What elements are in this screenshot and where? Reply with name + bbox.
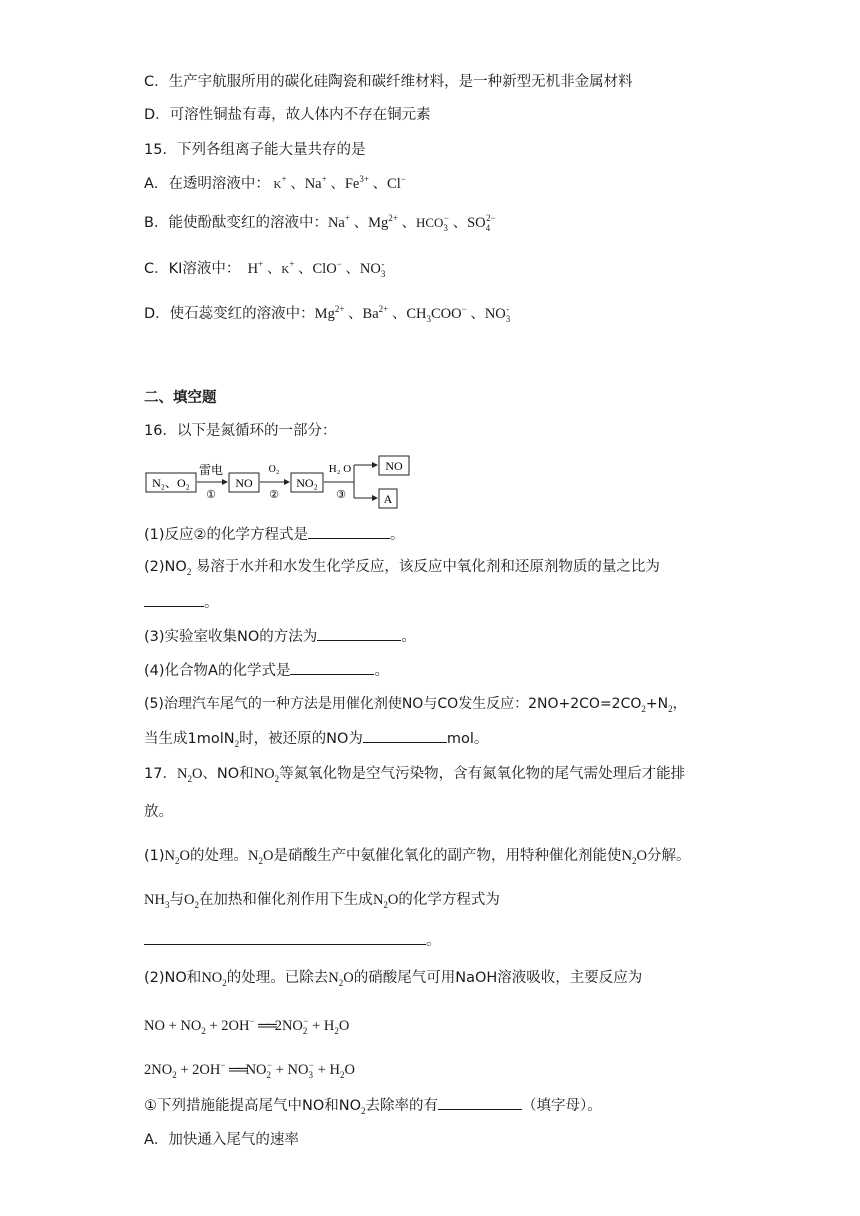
q16-part5-cont: 当生成1molN$_2$时，被还原的NO为 mol。 [144,728,488,749]
q16-p2-text-a: (2)NO [144,559,187,575]
q16-p5-text-d: 当生成1molN [144,731,235,747]
q14-option-d: D．可溶性铜盐有毒，故人体内不存在铜元素 [144,107,431,123]
q16-p5-text-c: ， [672,696,687,712]
arrow-3-top: H₂ O [328,463,352,475]
q17-equation-1: NO + $NO_2 + 2OH^-$ $══2NO_2^- + H_2O$ [144,1016,350,1036]
arrow-3-bottom: ③ [336,489,346,501]
q17-p2-c: 的硝酸尾气可用NaOH溶液吸收，主要反应为 [353,970,643,986]
q17-part2: (2)NO和$NO_2$的处理。已除去$N_2O$的硝酸尾气可用NaOH溶液吸收，主要反应为 [144,970,643,988]
answer-blank[interactable] [144,930,426,945]
q15-d-prefix: D．使石蕊变红的溶液中： [144,306,315,322]
q16-p1-text: (1)反应②的化学方程式是 [144,527,309,543]
q16-p2-text-b: 易溶于水并和水发生化学反应，该反应中氧化剂和还原剂物质的量之比为 [195,559,660,575]
q17-part1: $(1)N_2O$的处理。$N_2O$是硝酸生产中氨催化氧化的副产物，用特种催化剂能使$N_2O$分解。 [144,848,691,866]
q16-p5-text-e: 时，被还原的NO为 [239,731,363,747]
arrow-1-bottom: ① [206,489,216,501]
box-n2-o2-label: N₂、O₂ [152,476,190,490]
arrow-1-top: 雷电 [198,463,224,477]
q16-p5-text-a: (5)治理汽车尾气的一种方法是用催化剂使NO与CO发生反应：2NO+2CO=2CO [144,696,642,712]
q17-p1-d: 分解。 [646,848,691,864]
answer-blank[interactable] [438,1095,522,1110]
q17-p1-b: 的处理。 [190,848,249,864]
q16-part2: $(2)NO_2$ 易溶于水并和水发生化学反应，该反应中氧化剂和还原剂物质的量之比为 [144,559,660,577]
q17-p1-a: (1) [144,848,165,864]
q17-stem-c: 等氮氧化物是空气污染物，含有氮氧化物的尾气需处理后才能排 [279,766,686,782]
q16-p3-text: (3)实验室收集NO的方法为 [144,629,318,645]
q17-p2-b: 的处理。已除去 [226,970,329,986]
answer-blank[interactable] [317,626,401,641]
q16-p5-end: mol。 [446,731,489,747]
q17-stem-b: 、NO和 [202,766,254,782]
arrow-2-bottom: ② [269,489,279,501]
q16-part2-answer [144,592,219,613]
q16-p3-end: 。 [401,629,416,645]
q15-option-c [144,259,384,280]
q15-a-ions: K+ 、Na+ 、$Fe^{3+}$ 、Cl− [273,174,406,192]
q15-option-b [144,213,496,233]
q17-p1-c: 是硝酸生产中氨催化氧化的副产物，用特种催化剂能使 [273,848,622,864]
answer-blank[interactable] [144,592,204,607]
q17-sub1-c: （填字母）。 [522,1098,602,1114]
q17-stem-a: 17． [144,766,177,782]
answer-blank[interactable] [363,728,447,743]
q16-part1 [144,524,405,545]
nitrogen-cycle-diagram [144,454,414,510]
q17-sub1-b: 去除率的有 [365,1098,439,1114]
q17-sub1: ①下列措施能提高尾气中NO和$NO_2$去除率的有 （填字母）。 [144,1095,602,1116]
q16-p2-end: 。 [204,595,219,611]
q17-stem: 17．$N_2O$、NO和$NO_2$等氮氧化物是空气污染物，含有氮氧化物的尾气需处理后才能排 [144,766,686,784]
q16-part4 [144,660,389,681]
q17-p1-g: 的化学方程式为 [398,892,500,908]
answer-blank[interactable] [290,660,374,675]
q16-p5-text-b: +N [645,696,669,712]
q17-sub1-a: ①下列措施能提高尾气中NO和NO [144,1098,362,1114]
q16-p1-end: 。 [390,527,405,543]
q15-a-prefix: A．在透明溶液中： [144,176,270,192]
q17-option-a: A．加快通入尾气的速率 [144,1132,299,1148]
q17-stem-cont: 放。 [144,804,173,820]
arrow-2-top: O₂ [268,464,280,475]
box-a-label: A [383,492,393,506]
q17-equation-2: $2NO_2 + 2OH^-$ $══NO_2^- + NO_3^- + H_2O$ [144,1060,355,1080]
q17-p1-f: 在加热和催化剂作用下生成 [198,892,373,908]
answer-blank[interactable] [308,524,390,539]
q17-p1-e: 与 [169,892,184,908]
q17-p2-a: (2)NO和 [144,970,202,986]
q16-p4-end: 。 [374,663,389,679]
q15-option-a [144,174,406,195]
q16-part3 [144,626,416,647]
q15-stem: 15．下列各组离子能大量共存的是 [144,142,366,158]
q15-b-ions: Na+ 、$Mg^{2+}$ 、$HCO_3^-$ 、$SO_4^{2-}$ [327,213,496,233]
q15-option-d [144,304,509,324]
q15-c-prefix: C．KI溶液中： [144,261,241,277]
q17-part1-cont: $NH_3$与$O_2$在加热和催化剂作用下生成$N_2O$的化学方程式为 [144,892,500,910]
q17-p1-h: 。 [426,933,441,949]
box-no-label: NO [235,476,253,490]
q15-c-ions: H+ 、K+ 、ClO− 、$NO_3^-$ [240,259,386,279]
q17-part1-answer [144,930,441,951]
q16-stem: 16．以下是氮循环的一部分： [144,423,337,439]
q16-p4-text: (4)化合物A的化学式是 [144,663,291,679]
q15-b-prefix: B．能使酚酞变红的溶液中： [144,215,328,231]
section-heading: 二、填空题 [144,390,217,406]
q14-option-c: C．生产宇航服所用的碳化硅陶瓷和碳纤维材料，是一种新型无机非金属材料 [144,74,633,90]
q16-part5: (5)治理汽车尾气的一种方法是用催化剂使NO与CO发生反应：$2NO+2CO=2CO_2+N_2$， [144,696,687,714]
q15-d-ions: $Mg^{2+}$ 、$Ba^{2+}$ 、$CH_3COO^-$ 、$NO_3^-$ [314,304,511,324]
box-no-product-label: NO [385,459,403,473]
box-no2-label: NO₂ [296,476,318,490]
